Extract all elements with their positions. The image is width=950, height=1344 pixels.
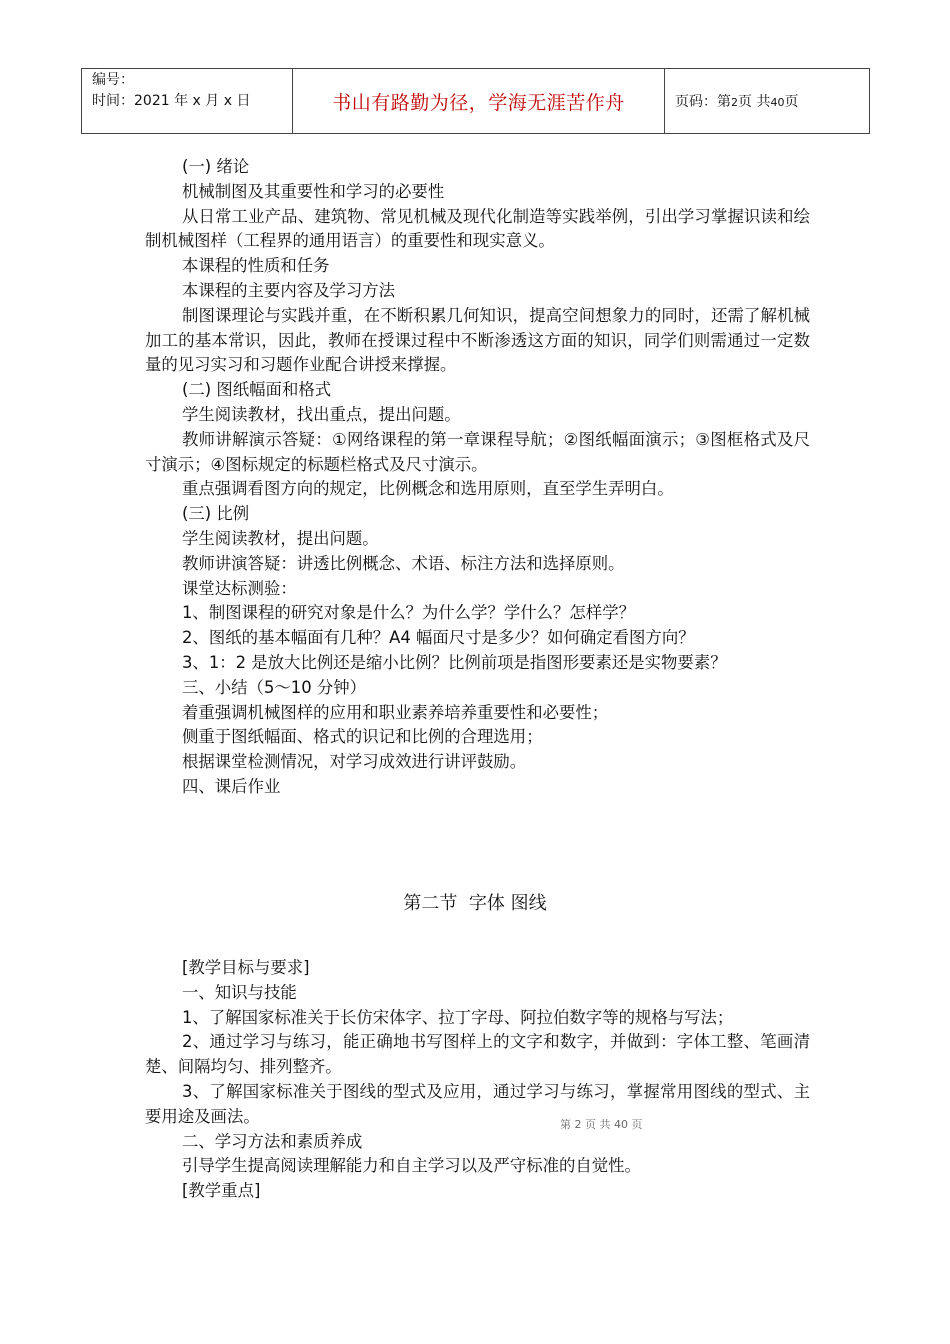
paragraph: 本课程的主要内容及学习方法 [182, 280, 396, 300]
paragraph: 学生阅读教材，提出问题。 [182, 528, 379, 548]
paragraph: 重点强调看图方向的规定，比例概念和选用原则，直至学生弄明白。 [182, 479, 674, 499]
paragraph: 根据课堂检测情况，对学习成效进行讲评鼓励。 [182, 752, 527, 772]
header-table [81, 68, 870, 134]
paragraph: (三) 比例 [182, 504, 250, 524]
body-text-section-2 [145, 956, 810, 1204]
paragraph: [教学目标与要求] [182, 958, 310, 977]
document-number: 编号： [92, 72, 134, 88]
page-middle: 页 共 [738, 94, 771, 110]
paragraph: 3、了解国家标准关于图线的型式及应用，通过学习与练习，掌握常用图线的型式、主要用途及画法。 [145, 1081, 810, 1126]
paragraph: 3、1：2 是放大比例还是缩小比例？比例前项是指图形要素还是实物要素？ [182, 652, 727, 672]
page-footer-mark: 第 2 页 共 40 页 [560, 1118, 643, 1131]
paragraph: 学生阅读教材，找出重点，提出问题。 [182, 404, 461, 424]
paragraph: [教学重点] [182, 1181, 261, 1201]
paragraph: 2、图纸的基本幅面有几种？A4 幅面尺寸是多少？如何确定看图方向？ [182, 628, 695, 648]
page-total: 40 [770, 96, 785, 109]
paragraph: 教师讲演答疑：讲透比例概念、术语、标注方法和选择原则。 [182, 553, 625, 573]
header-page-info [665, 69, 870, 134]
paragraph: 1、制图课程的研究对象是什么？为什么学？学什么？怎样学？ [182, 603, 635, 623]
paragraph: 本课程的性质和任务 [182, 256, 330, 276]
document-date: 时间：2021 年 x 月 x 日 [92, 93, 251, 109]
paragraph: 引导学生提高阅读理解能力和自主学习以及严守标准的自觉性。 [182, 1156, 641, 1176]
header-meta-cell [82, 69, 293, 134]
page-suffix: 页 [784, 94, 799, 110]
paragraph: 从日常工业产品、建筑物、常见机械及现代化制造等实践举例，引出学习掌握识读和绘制机械图样（工程界的通用语言）的重要性和现实意义。 [145, 206, 810, 251]
body-text-section-1 [145, 155, 810, 800]
paragraph: 2、通过学习与练习，能正确地书写图样上的文字和数字，并做到：字体工整、笔画清楚、间隔均匀、排列整齐。 [145, 1032, 810, 1077]
paragraph: 着重强调机械图样的应用和职业素养培养重要性和必要性； [182, 702, 609, 722]
header-motto: 书山有路勤为径，学海无涯苦作舟 [293, 69, 665, 134]
paragraph: 1、了解国家标准关于长仿宋体字、拉丁字母、阿拉伯数字等的规格与写法； [182, 1007, 734, 1027]
paragraph: 机械制图及其重要性和学习的必要性 [182, 181, 445, 201]
paragraph: 二、学习方法和素质养成 [182, 1131, 363, 1151]
paragraph: 三、小结（5～10 分钟） [182, 677, 367, 697]
section-title: 第二节 字体 图线 [403, 893, 547, 914]
paragraph: 侧重于图纸幅面、格式的识记和比例的合理选用； [182, 727, 543, 747]
page-current: 2 [731, 96, 738, 109]
paragraph: 一、知识与技能 [182, 982, 297, 1002]
page-prefix: 页码：第 [675, 94, 731, 110]
paragraph: 课堂达标测验： [182, 578, 297, 598]
paragraph: 教师讲解演示答疑：①网络课程的第一章课程导航；②图纸幅面演示；③图框格式及尺寸演示；④图标规定的标题栏格式及尺寸演示。 [145, 429, 810, 474]
paragraph: (二) 图纸幅面和格式 [182, 380, 332, 400]
paragraph: (一) 绪论 [182, 157, 250, 176]
paragraph: 制图课理论与实践并重，在不断积累几何知识，提高空间想象力的同时，还需了解机械加工的基本常识，因此，教师在授课过程中不断渗透这方面的知识，同学们则需通过一定数量的见习实习和习题作业配合讲授来撑握。 [145, 305, 810, 375]
paragraph: 四、课后作业 [182, 776, 281, 796]
